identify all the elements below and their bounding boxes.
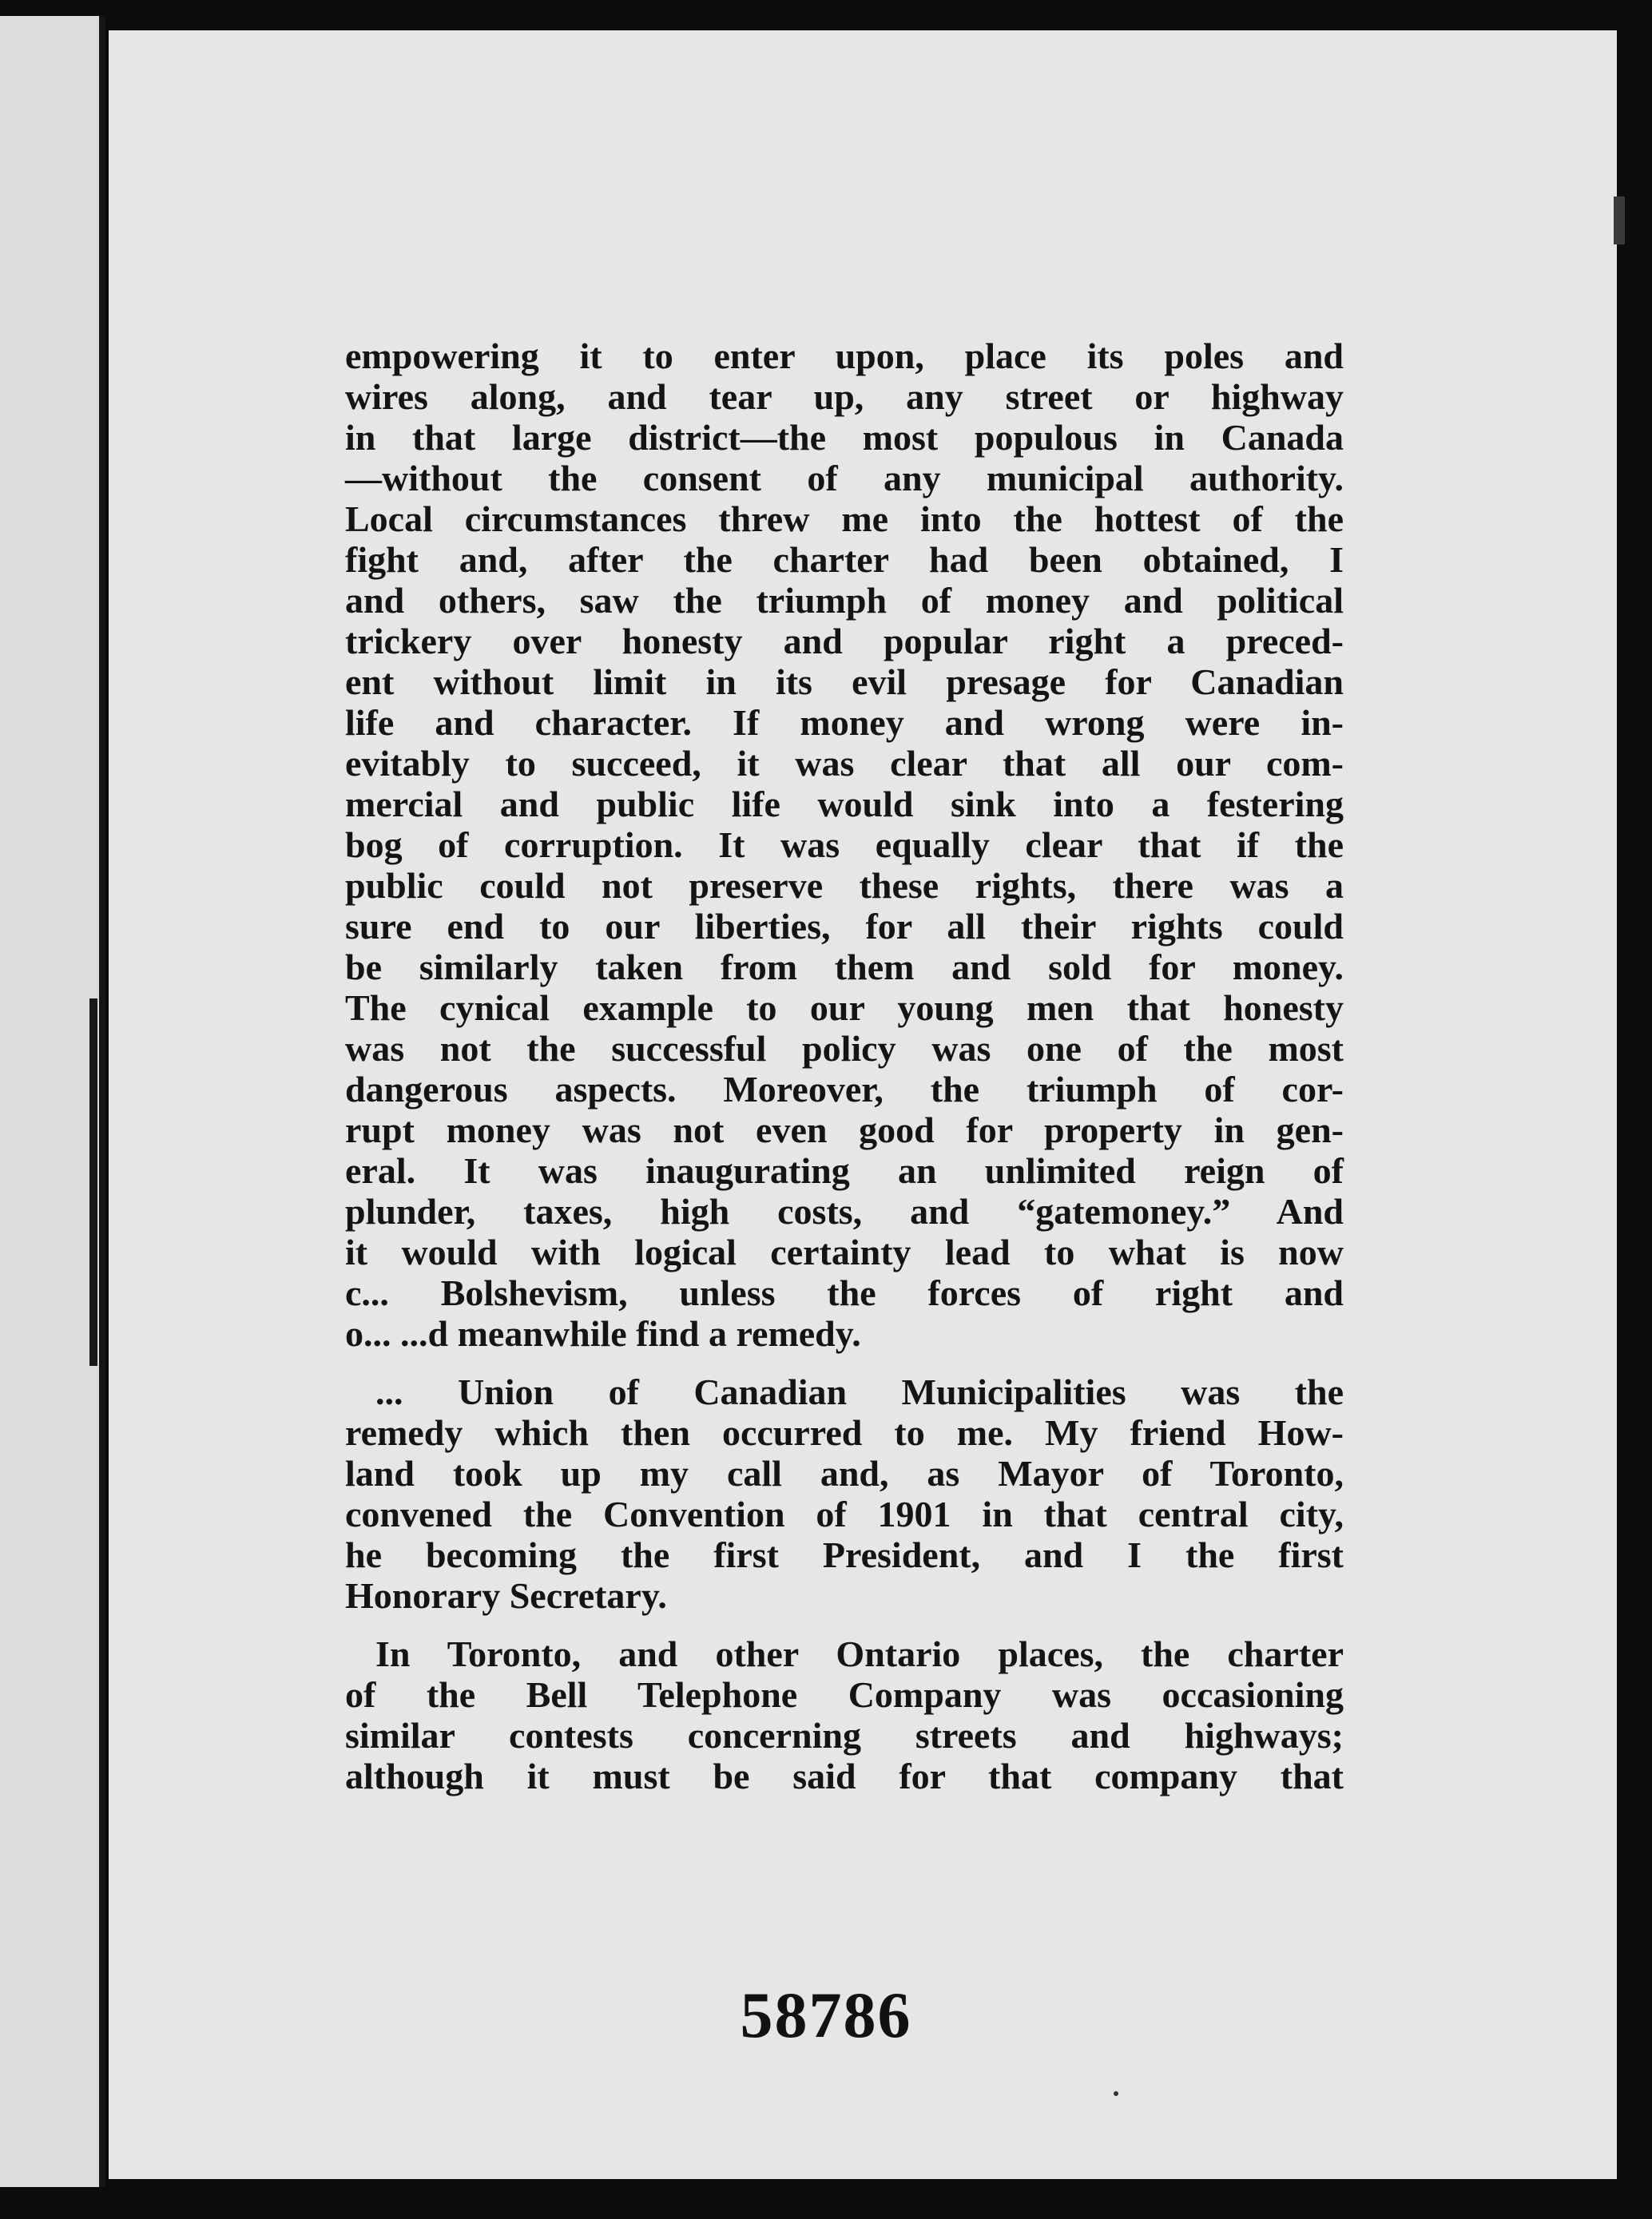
text-line: sure end to our liberties, for all their rights could [345, 906, 1344, 947]
paragraph [345, 1371, 1344, 1616]
text-line: In Toronto, and other Ontario places, the charter [375, 1633, 1344, 1674]
text-line: ... Union of Canadian Municipalities was the [375, 1371, 1344, 1412]
text-line: eral. It was inaugurating an unlimited reign of [345, 1150, 1344, 1191]
page-gutter [99, 16, 105, 2187]
text-line: plunder, taxes, high costs, and “gatemoney.” And [345, 1191, 1344, 1232]
text-line: and others, saw the triumph of money and political [345, 580, 1344, 621]
text-line: rupt money was not even good for property in gen- [345, 1110, 1344, 1150]
text-line: of the Bell Telephone Company was occasioning [345, 1674, 1344, 1715]
text-line: wires along, and tear up, any street or highway [345, 376, 1344, 417]
text-line: life and character. If money and wrong were in- [345, 702, 1344, 743]
page-edge-mark [1614, 196, 1625, 244]
paragraph [345, 1633, 1344, 1796]
text-line: in that large district—the most populous in Canada [345, 417, 1344, 458]
text-line: similar contests concerning streets and highways; [345, 1715, 1344, 1756]
text-line: dangerous aspects. Moreover, the triumph of cor- [345, 1069, 1344, 1110]
text-line: trickery over honesty and popular right a preced- [345, 621, 1344, 661]
text-line: Honorary Secretary. [345, 1575, 667, 1616]
text-line: Local circumstances threw me into the hottest of the [345, 498, 1344, 539]
text-line: o... ...d meanwhile find a remedy. [345, 1313, 861, 1354]
page-number: 58786 [740, 1979, 912, 2051]
text-line: empowering it to enter upon, place its poles and [345, 335, 1344, 376]
left-page-edge [0, 16, 101, 2187]
text-line: land took up my call and, as Mayor of Toronto, [345, 1453, 1344, 1494]
text-line: it would with logical certainty lead to what is now [345, 1232, 1344, 1272]
text-line: public could not preserve these rights, there was a [345, 865, 1344, 906]
scan-speck [1114, 2091, 1118, 2096]
text-line: was not the successful policy was one of the most [345, 1028, 1344, 1069]
text-line: mercial and public life would sink into a festering [345, 784, 1344, 824]
text-line: evitably to succeed, it was clear that all our com- [345, 743, 1344, 784]
body-text [345, 335, 1344, 1814]
text-line: ent without limit in its evil presage for Canadian [345, 661, 1344, 702]
text-line: fight and, after the charter had been obtained, I [345, 539, 1344, 580]
text-line: be similarly taken from them and sold for money. [345, 947, 1344, 987]
text-line: bog of corruption. It was equally clear that if the [345, 824, 1344, 865]
text-line: —without the consent of any municipal authority. [345, 458, 1344, 498]
text-line: convened the Convention of 1901 in that central city, [345, 1494, 1344, 1534]
text-line: he becoming the first President, and I the first [345, 1534, 1344, 1575]
text-line: The cynical example to our young men that honesty [345, 987, 1344, 1028]
text-line: c... Bolshevism, unless the forces of right and [345, 1272, 1344, 1313]
text-line: although it must be said for that company that [345, 1756, 1344, 1796]
paragraph [345, 335, 1344, 1354]
binding-mark [89, 998, 97, 1366]
text-line: remedy which then occurred to me. My friend How- [345, 1412, 1344, 1453]
